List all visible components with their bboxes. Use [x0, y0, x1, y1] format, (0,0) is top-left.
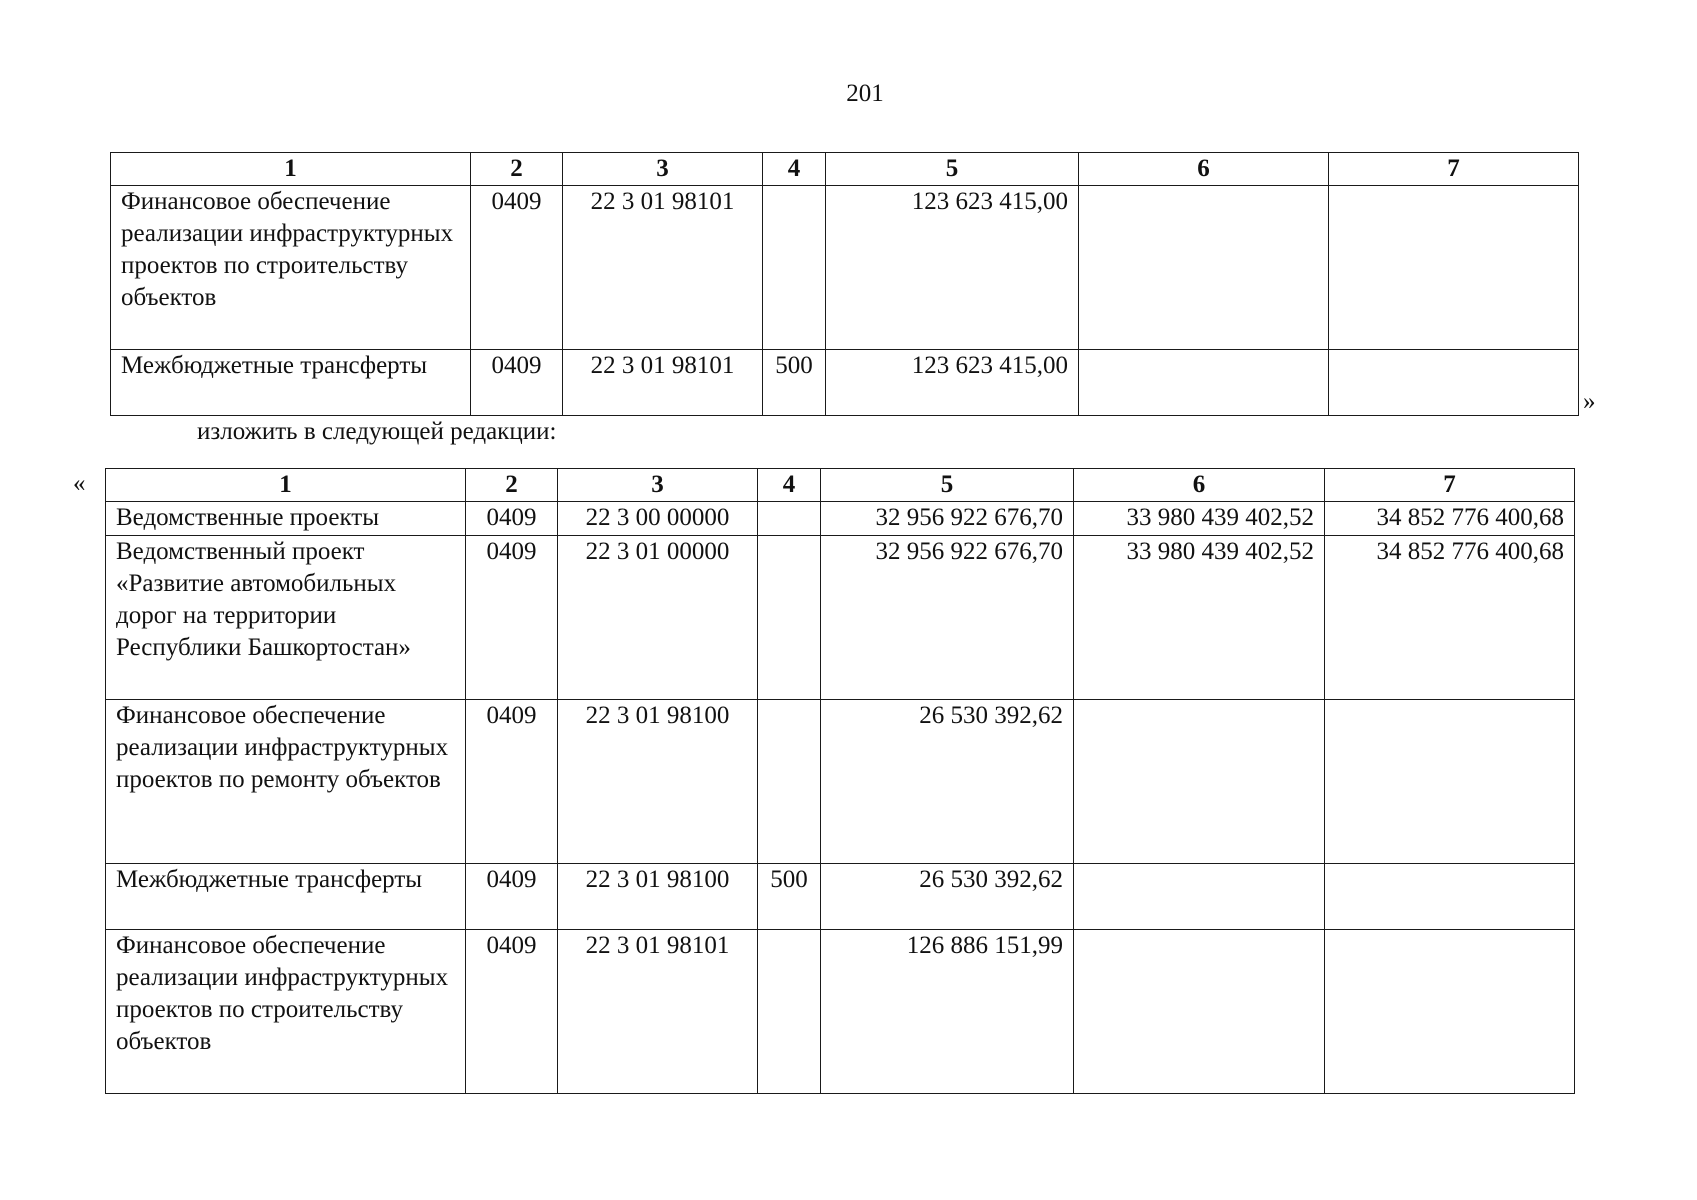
row-amount-year3 [1325, 864, 1575, 930]
column-number: 7 [1329, 153, 1579, 186]
row-section: 0409 [466, 536, 558, 700]
row-amount-year2 [1074, 700, 1325, 864]
column-number: 5 [826, 153, 1079, 186]
row-name: Ведомственные проекты [106, 502, 466, 536]
table-row [106, 930, 1575, 1094]
row-amount-year1: 26 530 392,62 [821, 864, 1074, 930]
row-amount-year2: 33 980 439 402,52 [1074, 502, 1325, 536]
opening-quote: « [73, 470, 86, 497]
closing-quote: » [1583, 388, 1596, 415]
row-amount-year1: 32 956 922 676,70 [821, 536, 1074, 700]
table-row [106, 864, 1575, 930]
row-section: 0409 [471, 186, 563, 350]
column-number: 4 [758, 469, 821, 502]
row-code: 22 3 00 00000 [558, 502, 758, 536]
row-amount-year3 [1325, 700, 1575, 864]
table-row [106, 536, 1575, 700]
column-number: 3 [558, 469, 758, 502]
row-type [758, 700, 821, 864]
row-code: 22 3 01 98101 [563, 350, 763, 416]
row-type [758, 930, 821, 1094]
table-row [106, 502, 1575, 536]
row-amount-year2 [1074, 864, 1325, 930]
row-section: 0409 [466, 502, 558, 536]
row-section: 0409 [466, 700, 558, 864]
row-section: 0409 [466, 864, 558, 930]
row-code: 22 3 01 98101 [558, 930, 758, 1094]
row-amount-year2: 33 980 439 402,52 [1074, 536, 1325, 700]
row-name: Ведомственный проект «Развитие автомобильных дорог на территории Республики Башкортостан» [106, 536, 466, 700]
column-number: 1 [106, 469, 466, 502]
row-code: 22 3 01 98100 [558, 700, 758, 864]
row-type [758, 536, 821, 700]
column-number-row [111, 153, 1579, 186]
row-name: Финансовое обеспечение реализации инфраструктурных проектов по ремонту объектов [106, 700, 466, 864]
row-section: 0409 [466, 930, 558, 1094]
page-number: 201 [846, 80, 884, 107]
column-number: 6 [1074, 469, 1325, 502]
row-amount-year1: 32 956 922 676,70 [821, 502, 1074, 536]
column-number: 4 [763, 153, 826, 186]
column-number: 2 [471, 153, 563, 186]
column-number: 6 [1079, 153, 1329, 186]
row-type [758, 502, 821, 536]
row-name: Финансовое обеспечение реализации инфраструктурных проектов по строительству объектов [106, 930, 466, 1094]
table-row [106, 700, 1575, 864]
column-number: 5 [821, 469, 1074, 502]
row-code: 22 3 01 98100 [558, 864, 758, 930]
row-code: 22 3 01 00000 [558, 536, 758, 700]
row-type [763, 186, 826, 350]
row-amount-year3 [1329, 350, 1579, 416]
row-amount-year1: 123 623 415,00 [826, 186, 1079, 350]
new-budget-table [105, 468, 1575, 1094]
row-amount-year1: 123 623 415,00 [826, 350, 1079, 416]
table-row [111, 350, 1579, 416]
row-amount-year2 [1079, 350, 1329, 416]
column-number: 7 [1325, 469, 1575, 502]
row-amount-year3: 34 852 776 400,68 [1325, 536, 1575, 700]
amendment-instruction: изложить в следующей редакции: [197, 418, 557, 445]
row-amount-year2 [1079, 186, 1329, 350]
row-name: Финансовое обеспечение реализации инфраструктурных проектов по строительству объектов [111, 186, 471, 350]
old-budget-table [110, 152, 1579, 416]
row-type: 500 [763, 350, 826, 416]
row-name: Межбюджетные трансферты [111, 350, 471, 416]
table-row [111, 186, 1579, 350]
row-amount-year3 [1329, 186, 1579, 350]
row-name: Межбюджетные трансферты [106, 864, 466, 930]
row-amount-year2 [1074, 930, 1325, 1094]
row-type: 500 [758, 864, 821, 930]
row-amount-year1: 126 886 151,99 [821, 930, 1074, 1094]
column-number-row [106, 469, 1575, 502]
column-number: 1 [111, 153, 471, 186]
row-amount-year1: 26 530 392,62 [821, 700, 1074, 864]
row-section: 0409 [471, 350, 563, 416]
column-number: 3 [563, 153, 763, 186]
row-code: 22 3 01 98101 [563, 186, 763, 350]
column-number: 2 [466, 469, 558, 502]
row-amount-year3 [1325, 930, 1575, 1094]
row-amount-year3: 34 852 776 400,68 [1325, 502, 1575, 536]
